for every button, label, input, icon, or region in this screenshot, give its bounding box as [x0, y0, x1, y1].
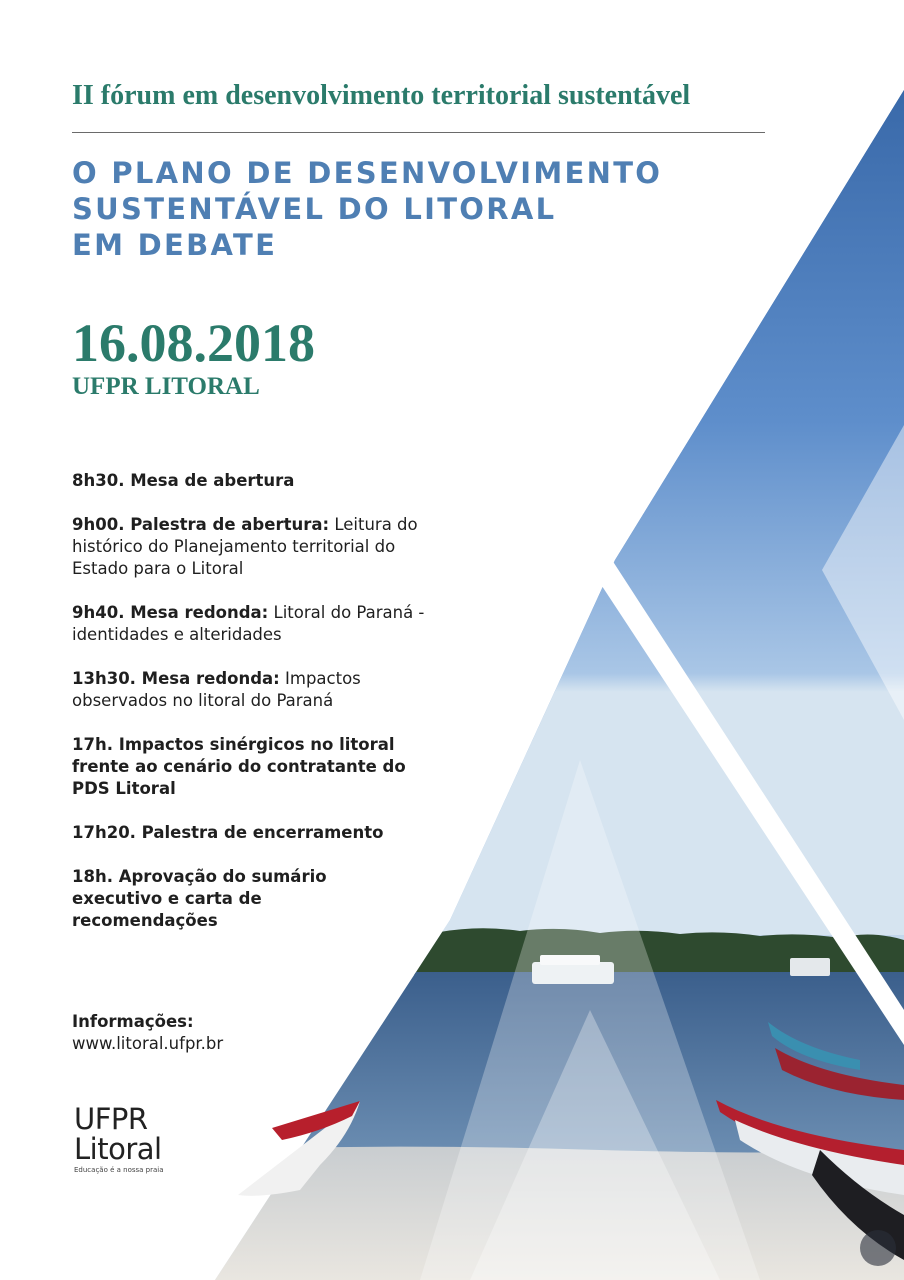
info-block	[72, 1011, 223, 1055]
schedule-item-description: Impactos observados no litoral do Paraná	[72, 669, 361, 710]
schedule-item-description: Litoral do Paraná - identidades e alteridades	[72, 603, 425, 644]
main-title	[72, 155, 662, 263]
schedule-item-title: 9h00. Palestra de abertura:	[72, 515, 330, 534]
schedule-item	[72, 822, 432, 844]
event-date: 16.08.2018	[72, 313, 315, 373]
schedule-list	[72, 470, 432, 954]
schedule-item-title: 18h. Aprovação do sumário executivo e carta de recomendações	[72, 867, 327, 930]
schedule-item-title: 8h30. Mesa de abertura	[72, 471, 295, 490]
info-url-link[interactable]: www.litoral.ufpr.br	[72, 1034, 224, 1053]
schedule-item	[72, 734, 422, 800]
schedule-item-title: 17h. Impactos sinérgicos no litoral frente ao cenário do contratante do PDS Litoral	[72, 735, 406, 798]
schedule-item	[72, 470, 432, 492]
schedule-item	[72, 602, 432, 646]
ufpr-litoral-logo	[74, 1102, 164, 1175]
event-place: UFPR LITORAL	[72, 373, 260, 400]
title-divider	[72, 132, 765, 133]
main-title-line: O PLANO DE DESENVOLVIMENTO	[72, 156, 663, 190]
logo-tagline: Educação é a nossa praia	[74, 1166, 164, 1174]
schedule-item	[72, 668, 432, 712]
schedule-item	[72, 514, 432, 580]
schedule-item-title: 9h40. Mesa redonda:	[72, 603, 269, 622]
schedule-item-description: Leitura do histórico do Planejamento territorial do Estado para o Litoral	[72, 515, 418, 578]
logo-line-ufpr: UFPR	[74, 1102, 148, 1136]
schedule-item-title: 17h20. Palestra de encerramento	[72, 823, 384, 842]
schedule-item-title: 13h30. Mesa redonda:	[72, 669, 280, 688]
main-title-line: EM DEBATE	[72, 228, 278, 262]
main-title-line: SUSTENTÁVEL DO LITORAL	[72, 192, 557, 226]
logo-line-litoral: Litoral	[74, 1132, 162, 1166]
schedule-item	[72, 866, 352, 932]
info-label: Informações:	[72, 1012, 194, 1031]
forum-title: II fórum em desenvolvimento territorial sustentável	[72, 80, 691, 111]
